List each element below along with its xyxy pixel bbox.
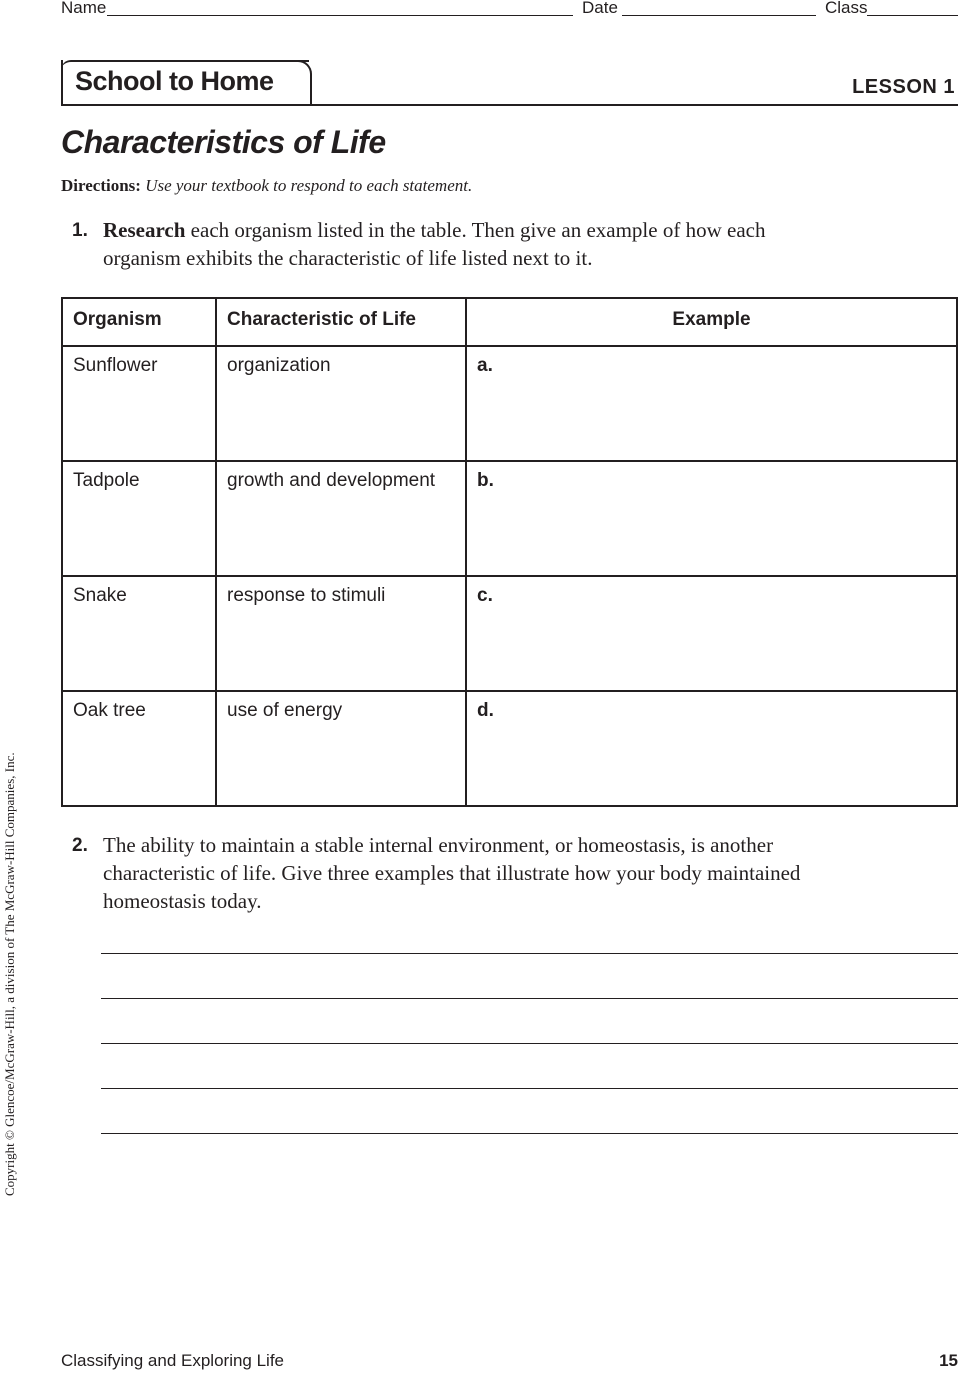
question2-text (103, 831, 958, 915)
class-field[interactable] (867, 15, 958, 16)
tab-border-curve (270, 60, 312, 106)
example-cell[interactable] (466, 691, 957, 806)
example-letter: d. (477, 700, 494, 721)
header-example: Example (466, 298, 957, 346)
organism-cell: Tadpole (62, 461, 216, 576)
question1-line2: organism exhibits the characteristic of life listed next to it. (103, 246, 593, 270)
organism-cell: Oak tree (62, 691, 216, 806)
directions (61, 176, 472, 196)
question1-number: 1. (72, 220, 88, 241)
organism-table (61, 297, 958, 807)
example-letter: c. (477, 585, 493, 606)
name-label: Name (61, 0, 107, 17)
question2-line1: The ability to maintain a stable internal environment, or homeostasis, is another (103, 833, 774, 857)
page-title: Characteristics of Life (61, 124, 386, 160)
table-row (62, 461, 957, 576)
table-header-row (62, 298, 957, 346)
answer-line[interactable] (101, 1133, 958, 1134)
characteristic-cell: organization (216, 346, 466, 461)
header-organism: Organism (62, 298, 216, 346)
directions-label: Directions: (61, 176, 141, 195)
question1-bold-word: Research (103, 218, 186, 242)
organism-cell: Sunflower (62, 346, 216, 461)
example-cell[interactable] (466, 346, 957, 461)
answer-line[interactable] (101, 1043, 958, 1044)
directions-text: Use your textbook to respond to each statement. (145, 176, 473, 195)
answer-line[interactable] (101, 998, 958, 999)
banner-tab-label: School to Home (75, 66, 274, 96)
characteristic-cell: growth and development (216, 461, 466, 576)
answer-line[interactable] (101, 1088, 958, 1089)
table-row (62, 346, 957, 461)
question2-number: 2. (72, 835, 88, 856)
lesson-label: LESSON 1 (852, 76, 955, 98)
date-field[interactable] (622, 15, 816, 16)
example-cell[interactable] (466, 461, 957, 576)
table-row (62, 691, 957, 806)
date-label: Date (582, 0, 618, 17)
characteristic-cell: response to stimuli (216, 576, 466, 691)
page-number: 15 (939, 1351, 958, 1370)
class-label: Class (825, 0, 868, 17)
header-characteristic: Characteristic of Life (216, 298, 466, 346)
copyright-notice: Copyright © Glencoe/McGraw-Hill, a division of The McGraw-Hill Companies, Inc. (2, 752, 17, 1196)
name-field[interactable] (107, 15, 573, 16)
banner-rule (61, 104, 958, 106)
organism-cell: Snake (62, 576, 216, 691)
question1-line1: each organism listed in the table. Then give an example of how each (185, 218, 766, 242)
footer-chapter: Classifying and Exploring Life (61, 1351, 285, 1370)
table-row (62, 576, 957, 691)
example-letter: a. (477, 355, 493, 376)
question2-line2: characteristic of life. Give three examples that illustrate how your body maintained (103, 861, 801, 885)
example-letter: b. (477, 470, 494, 491)
question2-line3: homeostasis today. (103, 889, 262, 913)
characteristic-cell: use of energy (216, 691, 466, 806)
answer-line[interactable] (101, 953, 958, 954)
question1-text (103, 216, 958, 272)
example-cell[interactable] (466, 576, 957, 691)
